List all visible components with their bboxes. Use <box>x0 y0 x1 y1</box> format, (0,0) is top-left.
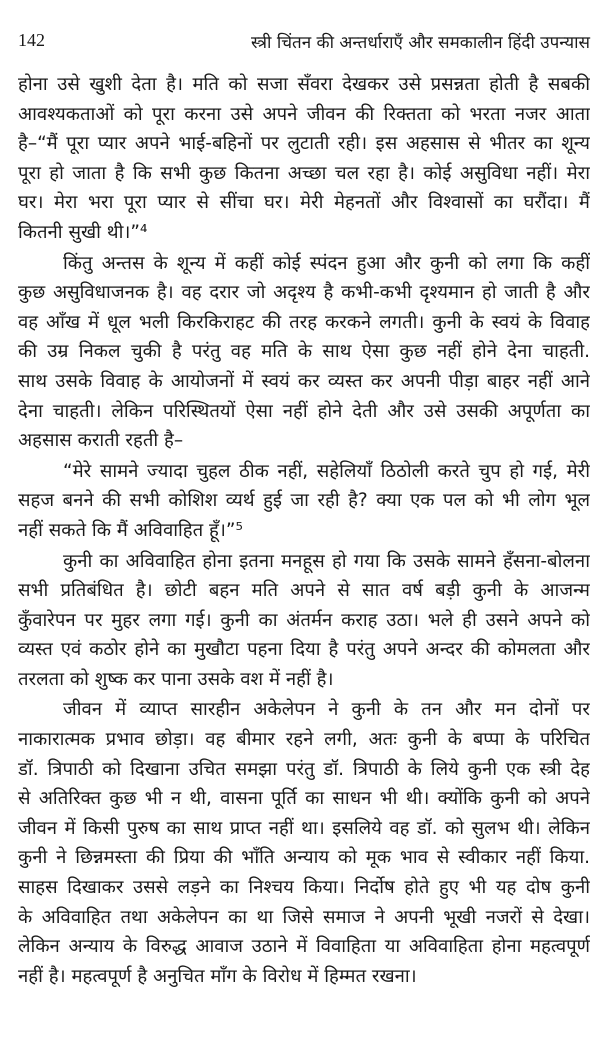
page-header <box>18 30 590 58</box>
paragraph <box>18 695 590 991</box>
text-line: अहसास कराती रहती है– <box>18 430 184 452</box>
paragraph <box>18 249 590 456</box>
text-line: कुनी ने छिन्नमस्ता की प्रिया की भाँति अन्याय को मूक भाव से स्वीकार नहीं किया. <box>18 847 590 869</box>
text-line: होना उसे खुशी देता है। मति को सजा सँवरा देखकर उसे प्रसन्नता होती है सबकी <box>18 74 590 95</box>
text-line: घर। मेरा भरा पूरा प्यार से सींचा घर। मेरी मेहनतों और विश्वासों का घरौंदा। मैं <box>18 192 590 214</box>
text-line: नहीं सकते कि मैं अविवाहित हूँ।”⁵ <box>18 519 243 541</box>
paragraph <box>18 547 590 695</box>
paragraph <box>18 457 590 546</box>
paragraph <box>18 70 590 248</box>
text-line: से अतिरिक्त कुछ भी न थी, वासना पूर्ति का साधन भी थी। क्योंकि कुनी को अपने <box>18 788 590 810</box>
text-line: “मेरे सामने ज्यादा चुहल ठीक नहीं, सहेलियाँ ठिठोली करते चुप हो गई, मेरी <box>63 460 590 482</box>
text-line: वह आँख में धूल भली किरकिराहट की तरह करकने लगती। कुनी के स्वयं के विवाह <box>18 311 590 333</box>
text-line: सभी प्रतिबंधित है। छोटी बहन मति अपने से सात वर्ष बड़ी कुनी के आजन्म <box>18 580 590 602</box>
text-line: कुँवारेपन पर मुहर लगा गई। कुनी का अंतर्मन कराह उठा। भले ही उसने अपने को <box>18 609 590 631</box>
text-line: तरलता को शुष्क कर पाना उसके वश में नहीं है। <box>18 668 334 690</box>
text-line: कितनी सुखी थी।”⁴ <box>18 221 148 243</box>
text-line: कुछ असुविधाजनक है। वह दरार जो अदृश्य है कभी-कभी दृश्यमान हो जाती है और <box>18 282 590 304</box>
text-line: के अविवाहित तथा अकेलेपन का था जिसे समाज ने अपनी भूखी नजरों से देखा। <box>18 906 590 928</box>
text-line: कुनी का अविवाहित होना इतना मनहूस हो गया कि उसके सामने हँसना-बोलना <box>63 550 590 572</box>
text-line: व्यस्त एवं कठोर होने का मुखौटा पहना दिया है परंतु अपने अन्दर की कोमलता और <box>18 639 590 661</box>
text-line: साथ उसके विवाह के आयोजनों में स्वयं कर व्यस्त कर अपनी पीड़ा बाहर नहीं आने <box>18 370 590 392</box>
text-line: साहस दिखाकर उससे लड़ने का निश्चय किया। निर्दोष होते हुए भी यह दोष कुनी <box>18 877 590 899</box>
text-line: देना चाहती। लेकिन परिस्थितयों ऐसा नहीं होने देती और उसे उसकी अपूर्णता का <box>18 400 590 422</box>
running-title: स्त्री चिंतन की अन्तर्धाराएँ और समकालीन हिंदी उपन्यास <box>251 33 590 53</box>
text-line: की उम्र निकल चुकी है परंतु वह मति के साथ ऐसा कुछ नहीं होने देना चाहती. <box>18 341 590 363</box>
body-text <box>18 70 590 991</box>
text-line: लेकिन अन्याय के विरुद्ध आवाज उठाने में विवाहिता या अविवाहिता होना महत्वपूर्ण <box>18 936 590 958</box>
text-line: किंतु अन्तस के शून्य में कहीं कोई स्पंदन हुआ और कुनी को लगा कि कहीं <box>63 252 590 274</box>
text-line: नहीं है। महत्वपूर्ण है अनुचित माँग के विरोध में हिम्मत रखना। <box>18 965 417 987</box>
text-line: नाकारात्मक प्रभाव छोड़ा। वह बीमार रहने लगी, अतः कुनी के बप्पा के परिचित <box>18 729 590 751</box>
text-line: जीवन में व्याप्त सारहीन अकेलेपन ने कुनी के तन और मन दोनों पर <box>63 699 590 721</box>
text-line: है–“मैं पूरा प्यार अपने भाई-बहिनों पर लुटाती रही। इस अहसास से भीतर का शून्य <box>18 133 590 155</box>
text-line: आवश्यकताओं को पूरा करना उसे अपने जीवन की रिक्तता को भरता नजर आता <box>18 103 590 125</box>
text-line: पूरा हो जाता है कि सभी कुछ कितना अच्छा चल रहा है। कोई असुविधा नहीं। मेरा <box>18 162 590 184</box>
text-line: सहज बनने की सभी कोशिश व्यर्थ हुई जा रही है? क्या एक पल को भी लोग भूल <box>18 490 590 512</box>
text-line: डॉ. त्रिपाठी को दिखाना उचित समझा परंतु डॉ. त्रिपाठी के लिये कुनी एक स्त्री देह <box>18 758 590 780</box>
text-line: जीवन में किसी पुरुष का साथ प्राप्त नहीं था। इसलिये वह डॉ. को सुलभ थी। लेकिन <box>18 817 590 839</box>
page-number: 142 <box>18 30 45 50</box>
